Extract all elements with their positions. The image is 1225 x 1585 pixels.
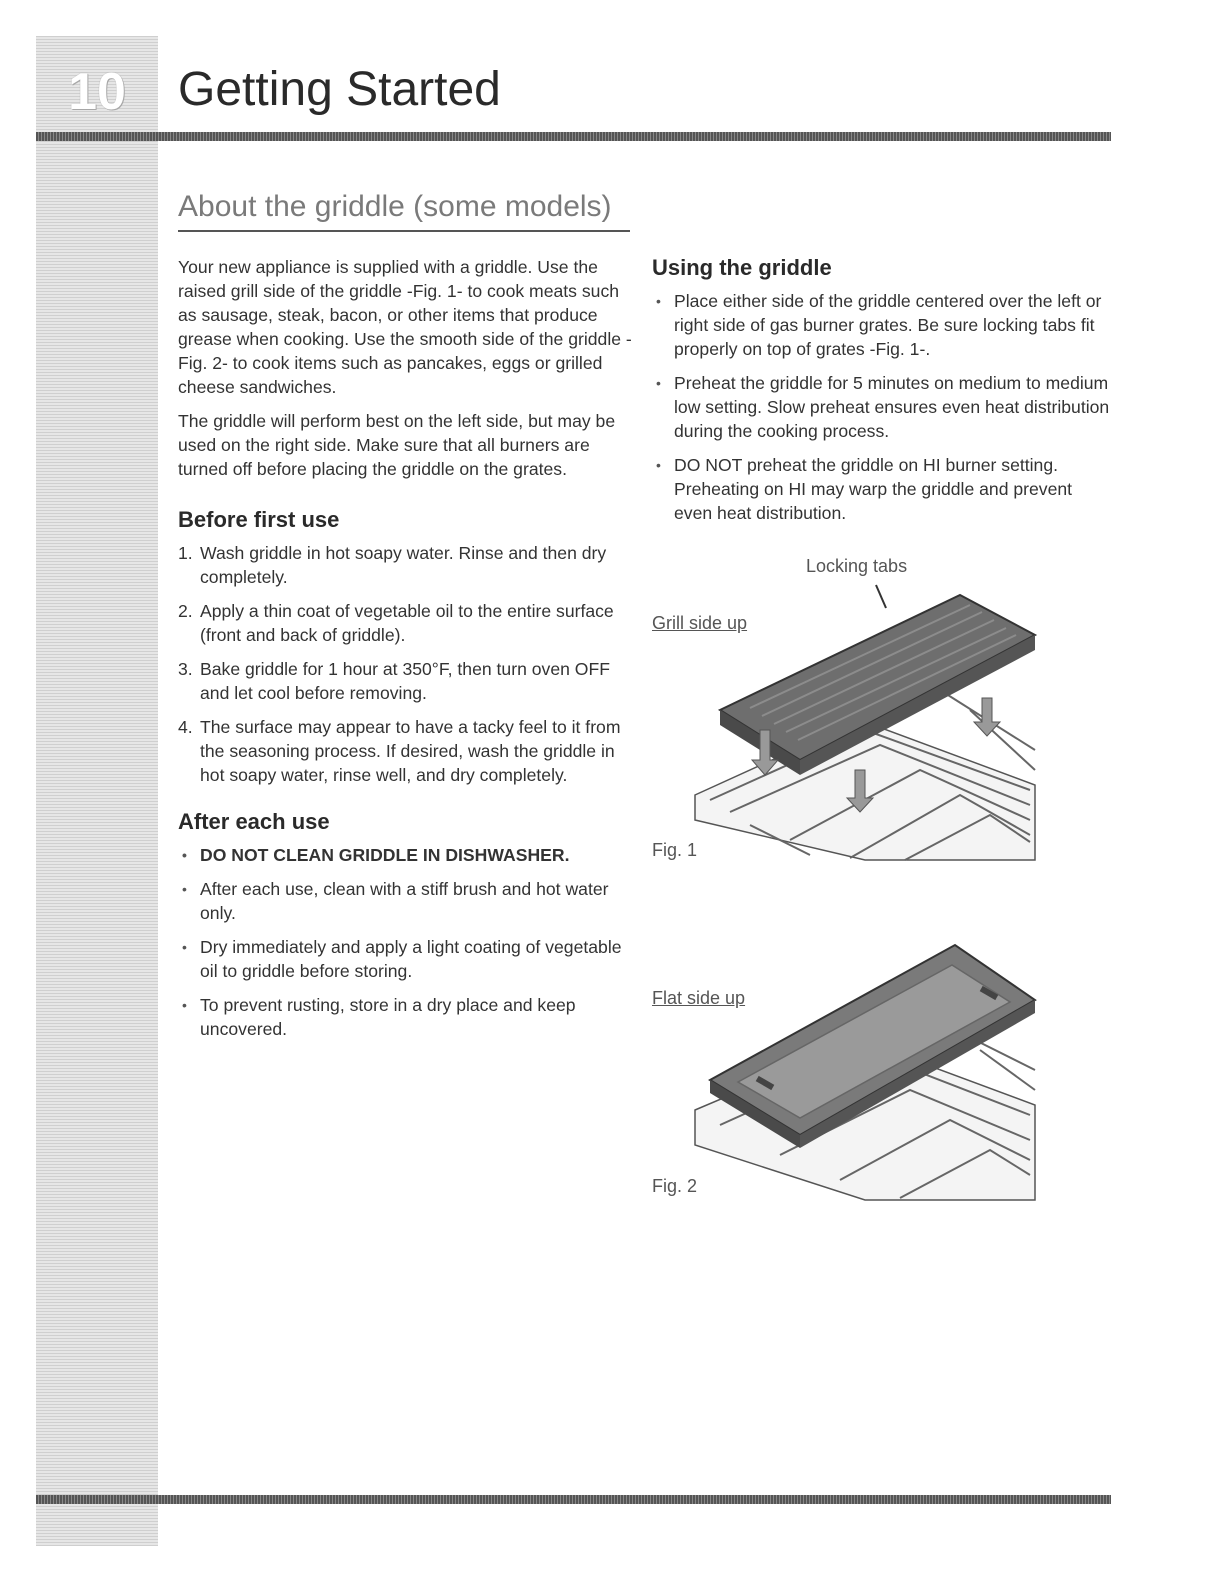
after-each-use-list — [178, 843, 633, 1041]
using-griddle-list — [652, 289, 1112, 525]
list-item: • To prevent rusting, store in a dry place and keep uncovered. — [178, 993, 633, 1041]
header-divider — [36, 132, 1111, 141]
flat-side-up-label: Flat side up — [652, 988, 746, 1008]
step-item: 2. Apply a thin coat of vegetable oil to the entire surface (front and back of griddle). — [178, 601, 614, 645]
right-column — [652, 255, 1112, 535]
griddle-flat-side-illustration — [690, 940, 1050, 1205]
griddle-grill-side-illustration — [690, 580, 1050, 865]
warning-item: • DO NOT CLEAN GRIDDLE IN DISHWASHER. — [178, 843, 633, 867]
locking-tabs-callout: Locking tabs — [806, 556, 908, 576]
page-title: Getting Started — [178, 63, 501, 116]
page-number: 10 — [68, 63, 126, 121]
before-first-use-steps — [178, 541, 633, 787]
list-item: • DO NOT preheat the griddle on HI burner setting. Preheating on HI may warp the griddle and prevent even heat distribution. — [652, 453, 1112, 525]
step-item: 3. Bake griddle for 1 hour at 350°F, then turn oven OFF and let cool before removing. — [178, 659, 610, 703]
intro-paragraph-1: Your new appliance is supplied with a griddle. Use the raised grill side of the griddle -Fig. 1- to cook meats such as sausage, steak, bacon, or other items that produce grease when cooking. Use the smooth side of the griddle -Fig. 2- to cook items such as pancakes, eggs or grilled cheese sandwiches. — [178, 257, 632, 397]
using-griddle-heading: Using the griddle — [652, 255, 832, 280]
list-item: • Place either side of the griddle centered over the left or right side of gas burner grates. Be sure locking tabs fit properly on top of grates -Fig. 1-. — [652, 289, 1112, 361]
step-item: 1. Wash griddle in hot soapy water. Rinse and then dry completely. — [178, 543, 607, 587]
fig1-caption: Fig. 1 — [652, 840, 698, 860]
side-tab-bar — [36, 36, 158, 1546]
after-each-use-heading: After each use — [178, 809, 330, 834]
footer-divider — [36, 1495, 1111, 1504]
fig2-caption: Fig. 2 — [652, 1176, 698, 1196]
left-column — [178, 255, 633, 1051]
step-item: 4. The surface may appear to have a tacky feel to it from the seasoning process. If desired, wash the griddle in hot soapy water, rinse well, and dry completely. — [178, 717, 621, 785]
list-item: • Preheat the griddle for 5 minutes on medium to medium low setting. Slow preheat ensures even heat distribution during the cooking process. — [652, 371, 1112, 443]
list-item: • Dry immediately and apply a light coating of vegetable oil to griddle before storing. — [178, 935, 633, 983]
before-first-use-heading: Before first use — [178, 507, 340, 532]
section-title: About the griddle (some models) — [178, 190, 630, 232]
intro-paragraph-2: The griddle will perform best on the left side, but may be used on the right side. Make sure that all burners are turned off before placing the griddle on the grates. — [178, 411, 616, 479]
grill-side-up-label: Grill side up — [652, 613, 748, 633]
list-item: • After each use, clean with a stiff brush and hot water only. — [178, 877, 633, 925]
